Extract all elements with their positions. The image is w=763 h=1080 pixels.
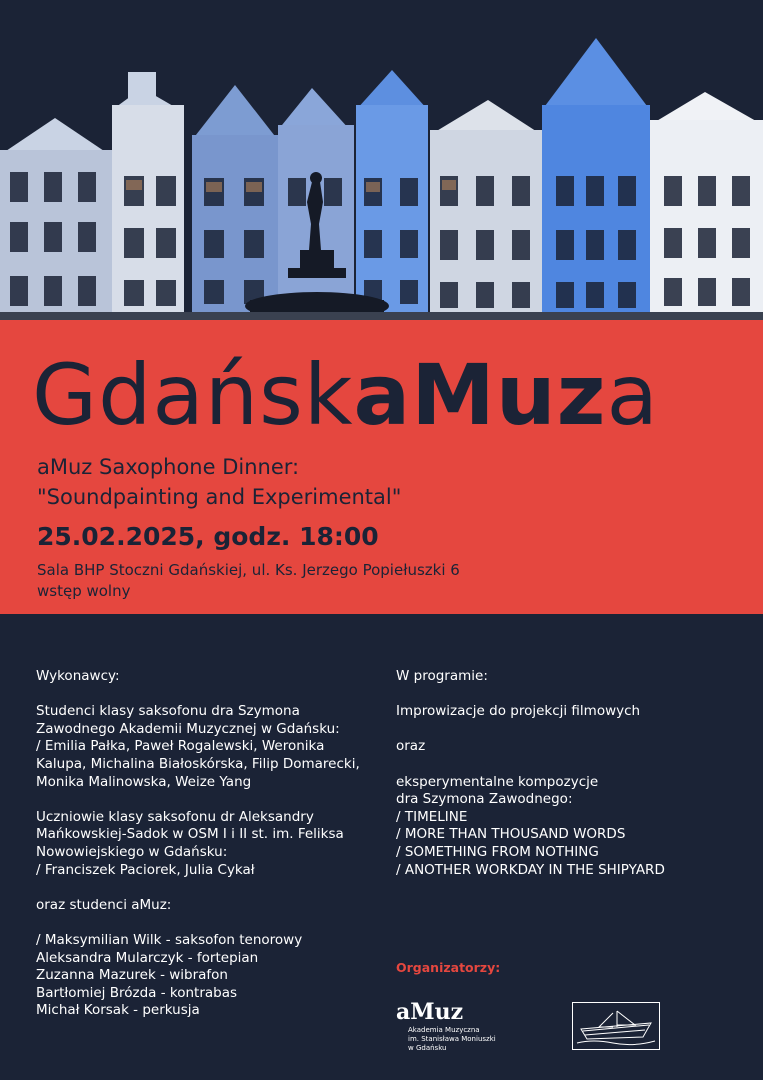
event-subtitle: [37, 452, 727, 512]
group2-line: / Franciszek Paciorek, Julia Cykał: [36, 861, 255, 878]
title-part-amuz: aMuz: [353, 346, 607, 444]
performers-heading: Wykonawcy:: [36, 668, 120, 684]
event-series-title: [32, 340, 659, 450]
ship-icon: [573, 1003, 659, 1049]
performers-group-3: [36, 932, 366, 1020]
program-line: dra Szymona Zawodnego:: [396, 791, 573, 808]
title-part-a: a: [606, 346, 659, 444]
entry-info: wstęp wolny: [37, 582, 131, 600]
townhouses-illustration: [0, 0, 763, 322]
program-section: [396, 668, 736, 879]
group2-line: Nowowiejskiego w Gdańsku:: [36, 843, 228, 860]
group3-line: / Maksymilian Wilk - saksofon tenorowy: [36, 931, 303, 948]
performers-group-2: [36, 809, 366, 879]
performers-group-3-heading: oraz studenci aMuz:: [36, 896, 172, 913]
ship-logo: [572, 1002, 660, 1050]
subtitle-line-1: aMuz Saxophone Dinner:: [37, 455, 300, 479]
group1-line: Studenci klasy saksofonu dra Szymona: [36, 703, 300, 720]
group2-line: Mańkowskiej-Sadok w OSM I i II st. im. Feliksa: [36, 826, 344, 843]
group1-line: / Emilia Pałka, Paweł Rogalewski, Weronika: [36, 738, 325, 755]
group1-line: Kalupa, Michalina Białoskórska, Filip Domarecki,: [36, 755, 360, 772]
organizers-heading: Organizatorzy:: [396, 960, 501, 975]
group1-line: Zawodnego Akademii Muzycznej w Gdańsku:: [36, 720, 340, 737]
performers-group-1: [36, 703, 366, 791]
group3-line: Zuzanna Mazurek - wibrafon: [36, 967, 228, 984]
event-venue-block: [37, 560, 727, 602]
header-image: [0, 0, 763, 322]
program-item-1: Improwizacje do projekcji filmowych: [396, 703, 641, 720]
venue-address: Sala BHP Stoczni Gdańskiej, ul. Ks. Jerzego Popiełuszki 6: [37, 561, 460, 579]
event-date: 25.02.2025, godz. 18:00: [37, 522, 379, 551]
group3-line: Aleksandra Mularczyk - fortepian: [36, 949, 259, 966]
amuz-logo-line: Akademia Muzyczna: [408, 1026, 480, 1034]
program-item-2: [396, 774, 736, 880]
group3-line: Bartłomiej Brózda - kontrabas: [36, 984, 238, 1001]
subtitle-line-2: "Soundpainting and Experimental": [37, 485, 402, 509]
amuz-logo: [396, 1000, 536, 1053]
performers-section: [36, 668, 366, 1020]
group3-line: Michał Korsak - perkusja: [36, 1002, 200, 1019]
group1-line: Monika Malinowska, Weize Yang: [36, 773, 252, 790]
program-work: / ANOTHER WORKDAY IN THE SHIPYARD: [396, 861, 665, 878]
amuz-logo-mark: aMuz: [396, 999, 464, 1025]
program-work: / TIMELINE: [396, 808, 468, 825]
program-heading: W programie:: [396, 668, 488, 684]
program-work: / MORE THAN THOUSAND WORDS: [396, 826, 626, 843]
amuz-logo-line: w Gdańsku: [408, 1044, 447, 1052]
amuz-logo-line: im. Stanisława Moniuszki: [408, 1035, 496, 1043]
title-part-gdansk: Gdańsk: [32, 346, 354, 444]
program-line: eksperymentalne kompozycje: [396, 773, 599, 790]
group2-line: Uczniowie klasy saksofonu dr Aleksandry: [36, 808, 314, 825]
program-connector: oraz: [396, 738, 426, 755]
amuz-logo-text: [408, 1026, 536, 1053]
program-work: / SOMETHING FROM NOTHING: [396, 843, 599, 860]
